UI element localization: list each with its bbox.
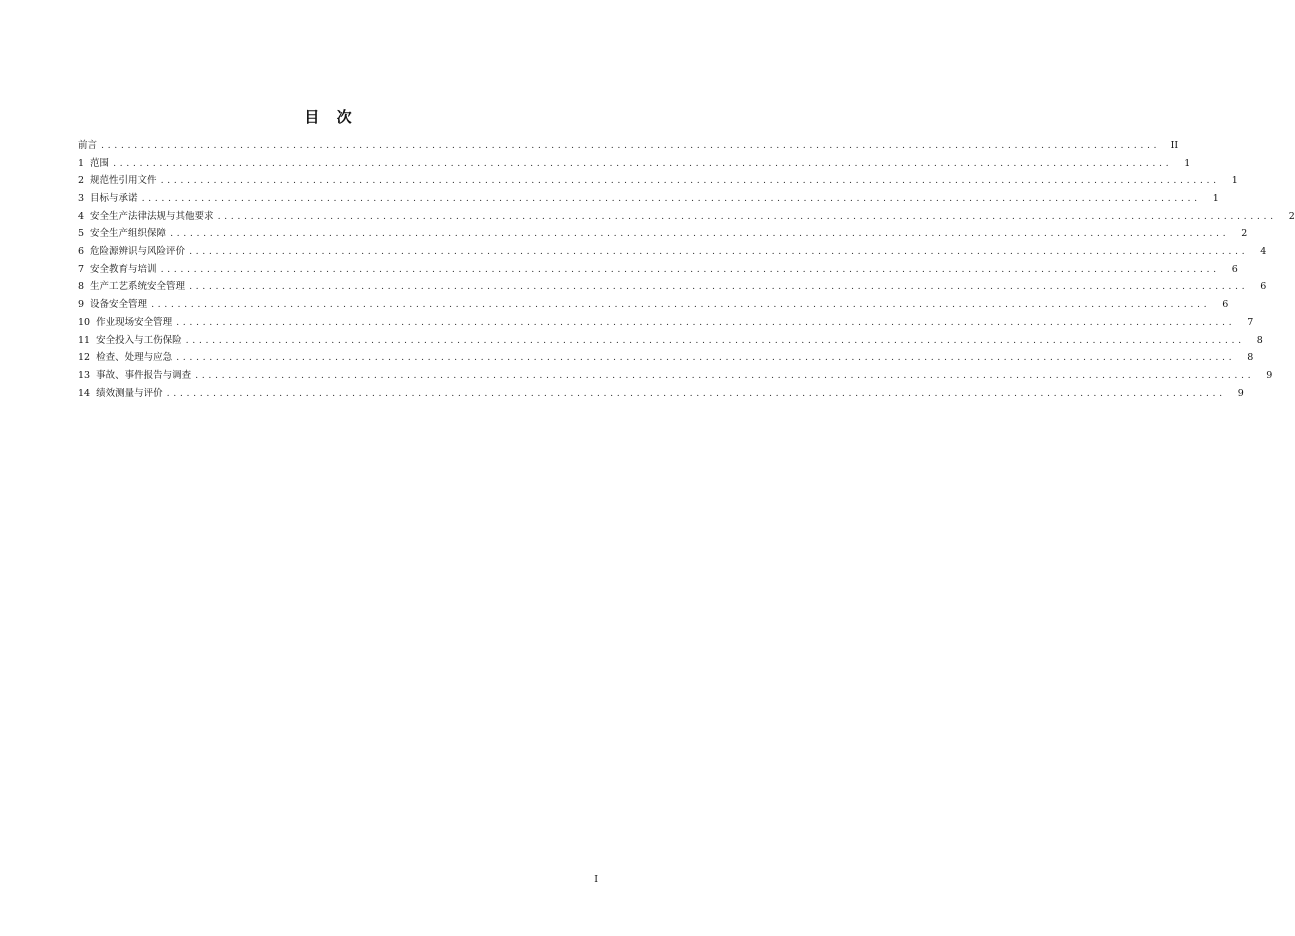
toc-entry-page: II [1170,139,1179,151]
toc-entry-number: 8 [78,281,85,293]
toc-leader-dots: ................................................................................................................................................................ [176,316,1236,328]
toc-entry-title: 作业现场安全管理 [96,316,173,328]
toc-entry-14[interactable] [78,385,1244,403]
toc-entry-number: 11 [78,334,91,346]
table-of-contents [78,137,1295,402]
toc-leader-dots: ................................................................................................................................................................ [176,352,1236,364]
toc-entry-page: 1 [1212,193,1219,205]
toc-entry-page: 9 [1237,387,1244,399]
toc-entry-10[interactable] [78,314,1254,332]
toc-entry-title: 设备安全管理 [90,299,148,311]
toc-entry-1[interactable] [78,155,1191,173]
toc-leader-dots: ................................................................................................................................................................ [189,246,1249,258]
toc-entry-number: 10 [78,316,91,328]
toc-entry-title: 目标与承诺 [90,193,138,205]
toc-entry-number: 3 [78,193,85,205]
toc-entry-12[interactable] [78,349,1254,367]
toc-entry-page: 4 [1260,246,1267,258]
page-number: I [594,874,598,885]
toc-entry-title: 生产工艺系统安全管理 [90,281,186,293]
toc-entry-11[interactable] [78,332,1263,350]
toc-entry-5[interactable] [78,225,1248,243]
toc-entry-title: 前言 [78,139,98,151]
toc-entry-page: 2 [1288,210,1295,222]
toc-leader-dots: ................................................................................................................................................................ [166,387,1226,399]
toc-entry-page: 7 [1247,316,1254,328]
toc-entry-page: 6 [1231,263,1238,275]
toc-entry-4[interactable] [78,208,1295,226]
toc-entry-title: 绩效测量与评价 [96,387,163,399]
toc-entry-title: 安全教育与培训 [90,263,157,275]
toc-entry-page: 2 [1241,228,1248,240]
toc-entry-number: 9 [78,299,85,311]
toc-entry-number: 2 [78,175,85,187]
toc-entry-2[interactable] [78,172,1238,190]
toc-entry-7[interactable] [78,261,1238,279]
toc-entry-title: 范围 [90,157,110,169]
toc-leader-dots: ................................................................................................................................................................ [170,228,1230,240]
toc-entry-number: 12 [78,352,91,364]
toc-entry-3[interactable] [78,190,1219,208]
toc-entry-title: 事故、事件报告与调查 [96,369,192,381]
toc-entry-title: 安全生产组织保障 [90,228,167,240]
toc-entry-page: 8 [1247,352,1254,364]
toc-leader-dots: ................................................................................................................................................................ [217,210,1277,222]
toc-leader-dots: ................................................................................................................................................................ [189,281,1249,293]
toc-entry-number: 5 [78,228,85,240]
toc-entry-8[interactable] [78,279,1267,297]
toc-entry-page: 9 [1266,369,1273,381]
toc-entry-preface[interactable] [78,137,1179,155]
toc-entry-page: 6 [1222,299,1229,311]
toc-entry-9[interactable] [78,296,1229,314]
toc-entry-page: 8 [1256,334,1263,346]
toc-entry-page: 6 [1260,281,1267,293]
toc-leader-dots: ................................................................................................................................................................ [185,334,1245,346]
toc-entry-title: 安全投入与工伤保险 [96,334,182,346]
toc-leader-dots: ................................................................................................................................................................ [113,157,1173,169]
toc-leader-dots: ................................................................................................................................................................ [101,139,1161,151]
toc-entry-title: 检查、处理与应急 [96,352,173,364]
toc-entry-number: 14 [78,387,91,399]
toc-entry-page: 1 [1184,157,1191,169]
toc-entry-title: 规范性引用文件 [90,175,157,187]
toc-entry-number: 7 [78,263,85,275]
toc-entry-page: 1 [1231,175,1238,187]
toc-leader-dots: ................................................................................................................................................................ [160,175,1220,187]
toc-entry-title: 安全生产法律法规与其他要求 [90,210,214,222]
page-title: 目 次 [304,108,358,126]
toc-entry-number: 6 [78,246,85,258]
toc-entry-13[interactable] [78,367,1273,385]
toc-entry-number: 1 [78,157,85,169]
toc-entry-number: 13 [78,369,91,381]
toc-entry-6[interactable] [78,243,1267,261]
toc-leader-dots: ................................................................................................................................................................ [160,263,1220,275]
toc-entry-title: 危险源辨识与风险评价 [90,246,186,258]
toc-leader-dots: ................................................................................................................................................................ [151,299,1211,311]
toc-leader-dots: ................................................................................................................................................................ [195,369,1255,381]
toc-leader-dots: ................................................................................................................................................................ [141,193,1201,205]
toc-entry-number: 4 [78,210,85,222]
